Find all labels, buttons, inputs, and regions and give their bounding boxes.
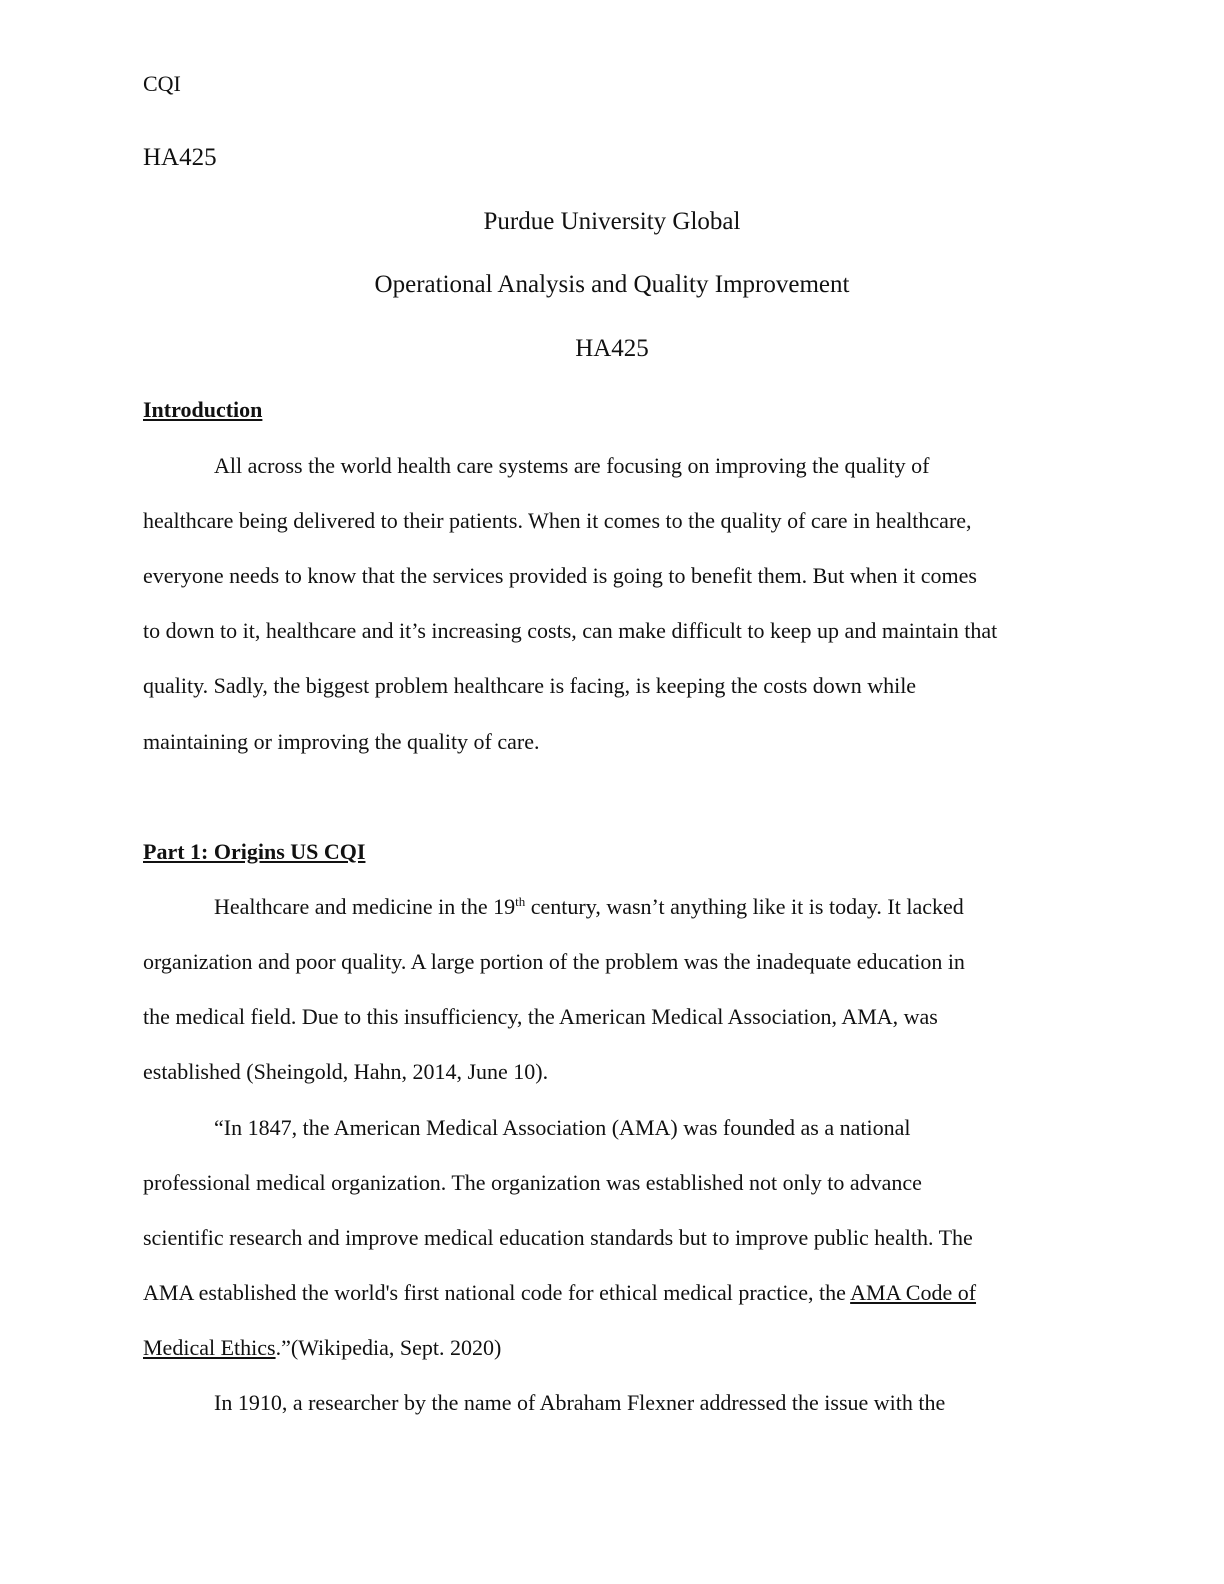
intro-line-3: everyone needs to know that the services provided is going to benefit them. But when it comes — [143, 563, 977, 588]
quote-line-5 — [143, 1335, 501, 1361]
intro-line-1: All across the world health care systems are focusing on improving the quality of — [214, 453, 930, 478]
part1-para1-line-1 — [214, 894, 964, 920]
part1-heading: Part 1: Origins US CQI — [143, 839, 366, 864]
ama-code-link[interactable]: AMA Code of — [850, 1280, 977, 1305]
quote-line-2: professional medical organization. The organization was established not only to advance — [143, 1170, 922, 1195]
quote-line-4-text: AMA established the world's first national code for ethical medical practice, the — [143, 1280, 851, 1305]
intro-line-6: maintaining or improving the quality of care. — [143, 729, 540, 754]
part1-para1-line-1-end: century, wasn’t anything like it is today. It lacked — [525, 894, 964, 919]
medical-ethics-link[interactable]: Medical Ethics — [143, 1335, 276, 1360]
intro-line-4: to down to it, healthcare and it’s increasing costs, can make difficult to keep up and maintain that — [143, 618, 998, 643]
course-code-header: HA425 — [143, 144, 217, 171]
running-head: CQI — [143, 71, 181, 96]
ordinal-suffix: th — [515, 894, 526, 909]
title-course-code: HA425 — [575, 335, 649, 362]
quote-line-4 — [143, 1280, 976, 1306]
title-course: Operational Analysis and Quality Improvement — [374, 271, 850, 298]
introduction-heading: Introduction — [143, 397, 263, 422]
intro-line-5: quality. Sadly, the biggest problem healthcare is facing, is keeping the costs down while — [143, 673, 917, 698]
quote-line-1: “In 1847, the American Medical Association (AMA) was founded as a national — [214, 1115, 911, 1140]
part1-para1-line-4: established (Sheingold, Hahn, 2014, June 10). — [143, 1059, 549, 1084]
intro-line-2: healthcare being delivered to their patients. When it comes to the quality of care in healthcare, — [143, 508, 972, 533]
part1-para1-line-1-start: Healthcare and medicine in the 19 — [214, 894, 516, 919]
quote-line-3: scientific research and improve medical education standards but to improve public health. The — [143, 1225, 973, 1250]
part1-para1-line-2: organization and poor quality. A large portion of the problem was the inadequate education in — [143, 949, 965, 974]
title-institution: Purdue University Global — [483, 208, 741, 235]
part1-para1-line-3: the medical field. Due to this insufficiency, the American Medical Association, AMA, was — [143, 1004, 938, 1029]
part1-para3-line-1: In 1910, a researcher by the name of Abraham Flexner addressed the issue with the — [214, 1390, 946, 1415]
quote-citation: .”(Wikipedia, Sept. 2020) — [275, 1335, 502, 1360]
